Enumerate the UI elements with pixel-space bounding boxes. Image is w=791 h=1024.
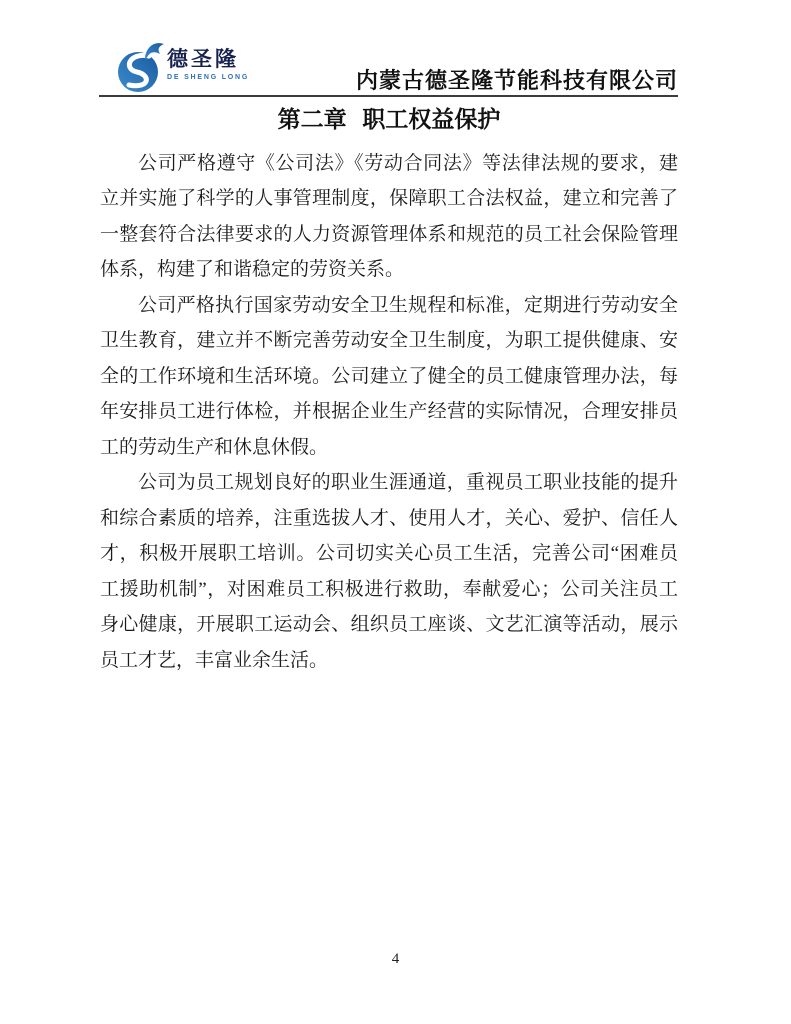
paragraph-3: 公司为员工规划良好的职业生涯通道，重视员工职业技能的提升和综合素质的培养，注重选拔人才、使用人才，关心、爱护、信任人才，积极开展职工培训。公司切实关心员工生活，完善公司“困难员工援助机制”，对困难员工积极进行救助，奉献爱心；公司关注员工身心健康，开展职工运动会、组织员工座谈、文艺汇演等活动，展示员工才艺，丰富业余生活。 [100, 472, 678, 671]
dragon-s-logo-icon [117, 40, 164, 94]
page-number: 4 [391, 951, 400, 967]
paragraph-1: 公司严格遵守《公司法》《劳动合同法》等法律法规的要求，建立并实施了科学的人事管理制度，保障职工合法权益，建立和完善了一整套符合法律要求的人力资源管理体系和规范的员工社会保险管理体系，构建了和谐稳定的劳资关系。 [100, 152, 678, 281]
paragraph-2: 公司严格执行国家劳动安全卫生规程和标准，定期进行劳动安全卫生教育，建立并不断完善劳动安全卫生制度，为职工提供健康、安全的工作环境和生活环境。公司建立了健全的员工健康管理办法，每年安排员工进行体检，并根据企业生产经营的实际情况，合理安排员工的劳动生产和休息休假。 [100, 294, 678, 458]
logo-name: 德圣隆 [167, 48, 239, 71]
chapter-title: 第二章 职工权益保护 [277, 107, 501, 132]
company-name: 内蒙古德圣隆节能科技有限公司 [355, 68, 678, 93]
company-logo [117, 40, 249, 94]
page-header [99, 40, 678, 97]
logo-text-block [167, 40, 249, 81]
header-divider [99, 95, 678, 97]
page-footer [0, 950, 791, 968]
logo-subtitle: DE SHENG LONG [167, 74, 250, 81]
document-body [100, 105, 678, 678]
